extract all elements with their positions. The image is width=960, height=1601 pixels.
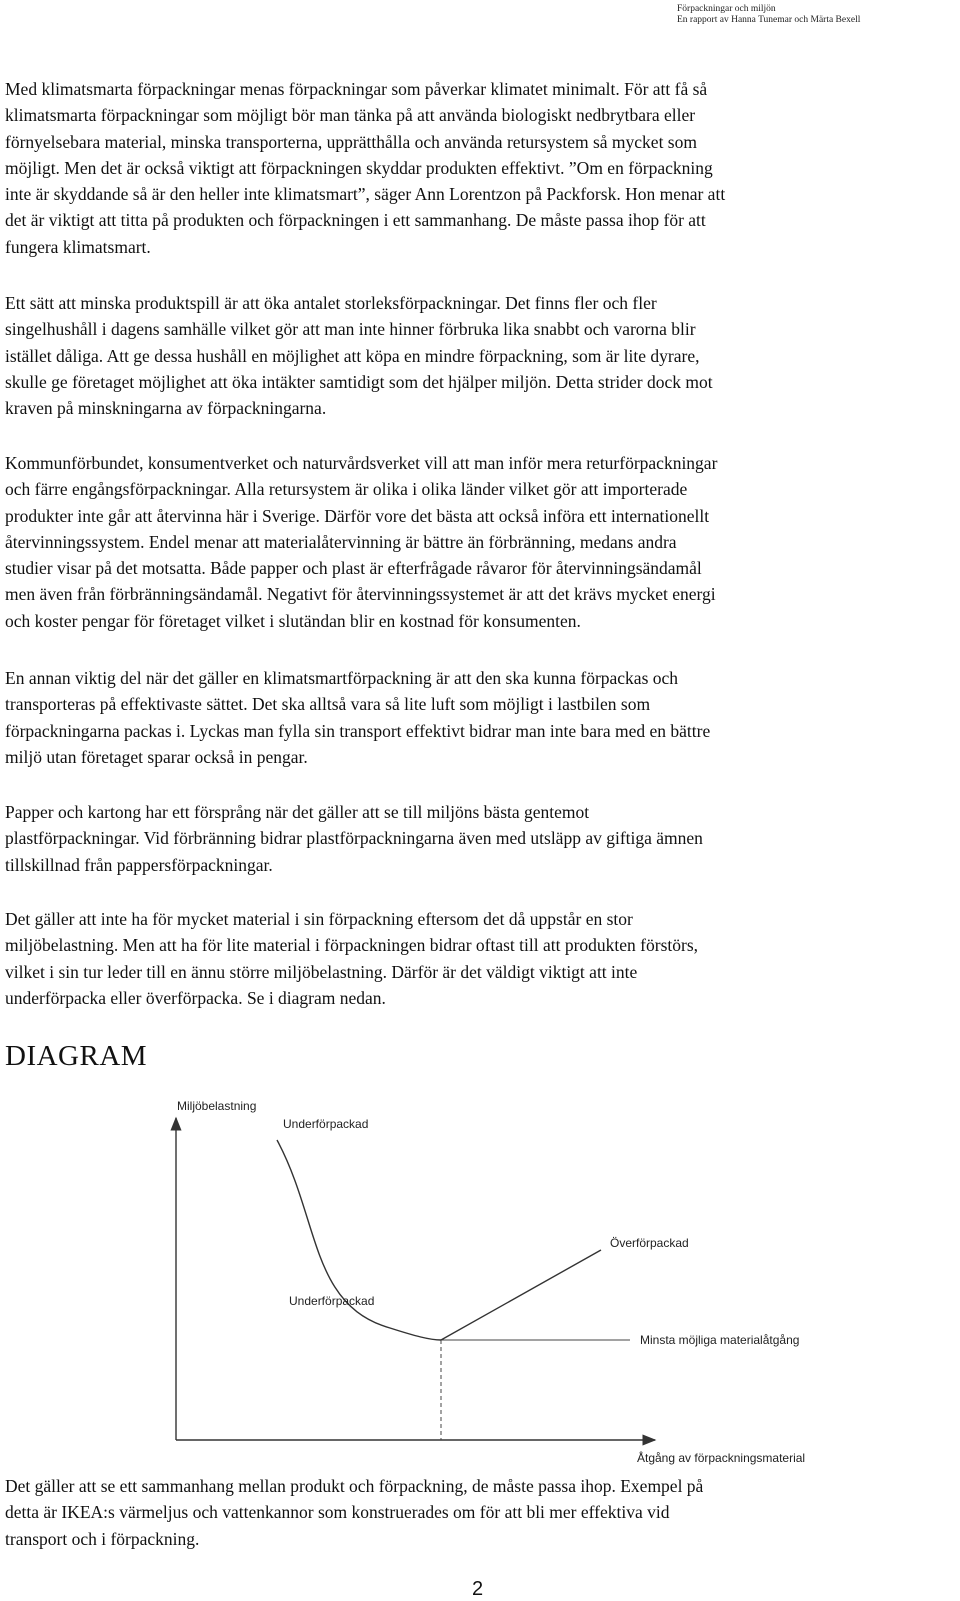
diagram-heading: DIAGRAM xyxy=(5,1040,148,1072)
curve-label-top: Underförpackad xyxy=(283,1117,369,1131)
text-line: singelhushåll i dagens samhälle vilket gör att man inte hinner förbruka lika snabbt och varorna blir xyxy=(5,319,696,340)
text-line: transporteras på effektivaste sättet. Det ska alltså vara så lite luft som möjligt i lastbilen som xyxy=(5,694,651,715)
text-line: En annan viktig del när det gäller en klimatsmartförpackning är att den ska kunna förpackas och xyxy=(5,668,679,688)
paragraph-6 xyxy=(5,906,953,1011)
text-line: klimatsmarta förpackningar som möjligt bör man tänka på att använda biologiskt nedbrytbara eller xyxy=(5,105,696,126)
curve-label-left: Underförpackad xyxy=(289,1294,375,1308)
running-header xyxy=(677,4,957,26)
paragraph-4 xyxy=(5,665,953,770)
text-line: underförpacka eller överförpacka. Se i diagram nedan. xyxy=(5,987,386,1008)
text-line: Ett sätt att minska produktspill är att öka antalet storleksförpackningar. Det finns fler och fler xyxy=(5,293,657,313)
text-line: vilket i sin tur leder till en ännu större miljöbelastning. Därför är det väldigt viktigt att inte xyxy=(5,961,638,982)
text-line: kraven på minskningarna av förpackningarna. xyxy=(5,398,327,419)
text-line: fungera klimatsmart. xyxy=(5,236,151,257)
text-line: förpackningarna packas i. Lyckas man fylla sin transport effektivt bidrar man inte bara med en bättre xyxy=(5,720,711,741)
text-line: skulle ge företaget möjlighet att öka intäkter samtidigt som det hjälper miljön. Detta strider dock mot xyxy=(5,371,713,392)
text-line: Papper och kartong har ett försprång när det gäller att se till miljöns bästa gentemot xyxy=(5,802,590,822)
curve-label-right: Överförpackad xyxy=(610,1236,689,1250)
paragraph-3 xyxy=(5,450,953,634)
text-line: återvinningssystem. Endel menar att materialåtervinning är bättre än förbränning, medans andra xyxy=(5,531,677,552)
text-line: plastförpackningar. Vid förbränning bidrar plastförpackningarna även med utsläpp av giftiga ämnen xyxy=(5,828,703,849)
header-title: Förpackningar och miljön xyxy=(677,4,776,14)
minimum-label: Minsta möjliga materialåtgång xyxy=(640,1333,800,1347)
x-axis-label: Åtgång av förpackningsmaterial xyxy=(637,1451,806,1465)
text-line: men även från förbränningsändamål. Negativt för återvinningssystemet är att det krävs mycket energi xyxy=(5,584,716,605)
material-diagram xyxy=(160,1100,880,1465)
text-line: inte är skyddande så är den heller inte klimatsmart”, säger Ann Lorentzon på Packforsk. Hon menar att xyxy=(5,184,726,205)
paragraph-2 xyxy=(5,290,953,421)
text-line: tillskillnad från pappersförpackningar. xyxy=(5,854,273,875)
paragraph-5 xyxy=(5,799,953,878)
text-line: förnyelsebara material, minska transporterna, upprätthålla och använda retursystem så mycket som xyxy=(5,131,697,152)
text-line: möjligt. Men det är också viktigt att förpackningen skyddar produkten effektivt. ”Om en förpackning xyxy=(5,157,713,178)
text-line: Det gäller att se ett sammanhang mellan produkt och förpackning, de måste passa ihop. Exempel på xyxy=(5,1476,704,1496)
overpacked-curve xyxy=(441,1250,601,1340)
text-line: produkter inte går att återvinna här i Sverige. Därför vore det bästa att också införa ett internationellt xyxy=(5,505,710,526)
text-line: istället dåliga. Att ge dessa hushåll en möjlighet att köpa en mindre förpackning, som är lite dyrare, xyxy=(5,345,700,366)
text-line: Kommunförbundet, konsumentverket och naturvårdsverket vill att man inför mera returförpackningar xyxy=(5,453,718,473)
text-line: och koster pengar för företaget vilket i slutändan blir en kostnad för konsumenten. xyxy=(5,610,581,631)
underpacked-curve xyxy=(277,1140,441,1340)
text-line: Det gäller att inte ha för mycket material i sin förpackning eftersom det då uppstår en stor xyxy=(5,909,633,929)
text-line: och färre engångsförpackningar. Alla retursystem är olika i olika länder vilket gör att importerade xyxy=(5,479,688,500)
text-line: miljöbelastning. Men att ha för lite material i förpackningen bidrar oftast till att produkten förstörs, xyxy=(5,935,699,956)
header-authors: En rapport av Hanna Tunemar och Märta Bexell xyxy=(677,15,861,25)
text-line: miljö utan företaget sparar också in pengar. xyxy=(5,746,308,767)
text-line: detta är IKEA:s värmeljus och vattenkannor som konstruerades om för att bli mer effektiva vid xyxy=(5,1502,670,1523)
text-line: Med klimatsmarta förpackningar menas förpackningar som påverkar klimatet minimalt. För att få så xyxy=(5,79,708,99)
text-line: studier visar på det motsatta. Både papper och plast är efterfrågade råvaror för återvinningsändamål xyxy=(5,558,702,579)
text-line: det är viktigt att titta på produkten och förpackningen i ett sammanhang. De måste passa ihop för att xyxy=(5,210,706,231)
paragraph-1 xyxy=(5,76,953,260)
paragraph-7 xyxy=(5,1473,953,1552)
y-axis-label: Miljöbelastning xyxy=(177,1100,257,1113)
page-number: 2 xyxy=(472,1578,484,1600)
text-line: transport och i förpackning. xyxy=(5,1528,200,1549)
